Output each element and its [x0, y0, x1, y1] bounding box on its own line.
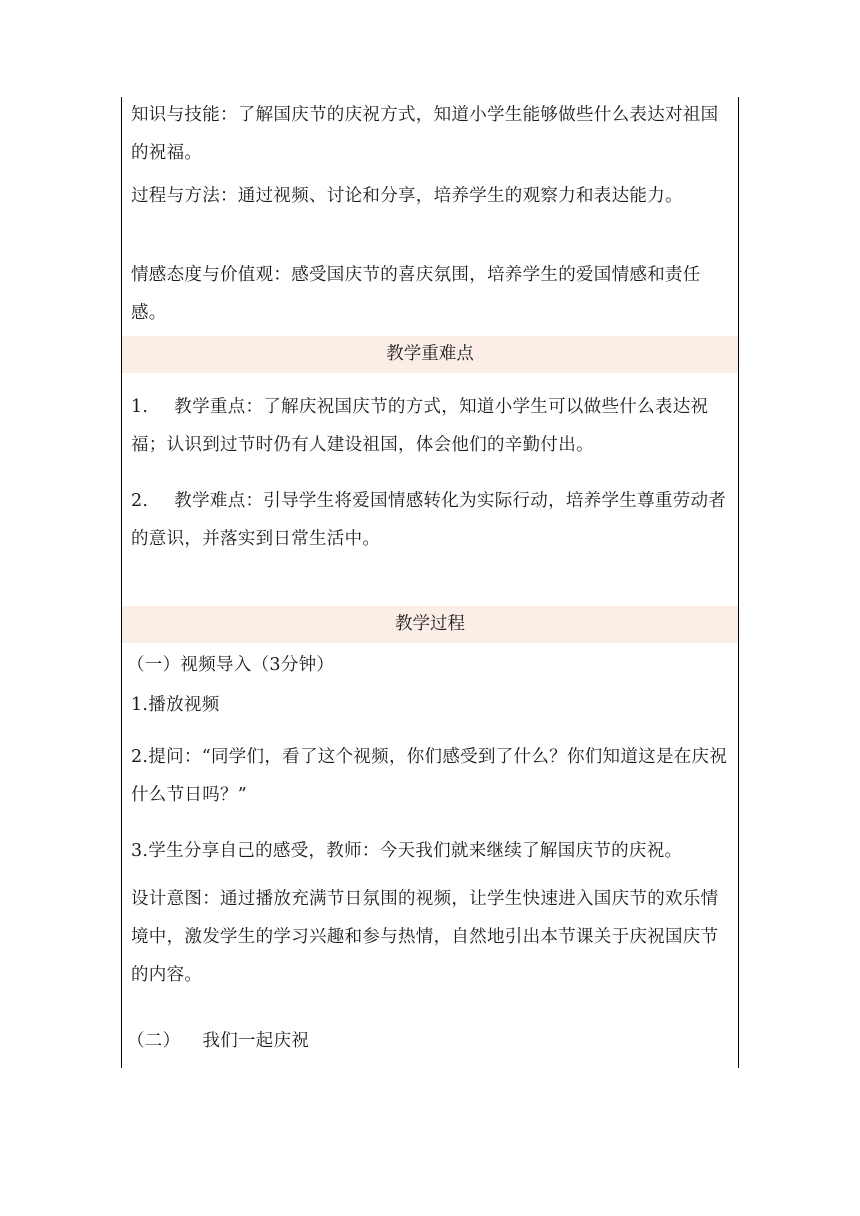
- step-3: 3.学生分享自己的感受，教师：今天我们就来继续了解国庆节的庆祝。: [131, 841, 683, 861]
- table-border-left: [121, 97, 122, 1068]
- key-point-1-number: 1.: [131, 397, 149, 417]
- part2-number: （二）: [127, 1031, 181, 1051]
- objective-process: 过程与方法：通过视频、讨论和分享，培养学生的观察力和表达能力。: [131, 186, 683, 206]
- key-point-1: [131, 388, 731, 464]
- objective-emotion: 情感态度与价值观：感受国庆节的喜庆氛围，培养学生的爱国情感和责任感。: [131, 265, 701, 323]
- step-1: 1.播放视频: [131, 695, 220, 715]
- step-2: 2.提问：“同学们，看了这个视频，你们感受到了什么？你们知道这是在庆祝什么节日吗？”: [131, 747, 728, 805]
- table-border-right: [738, 97, 739, 1068]
- design-intent: 设计意图：通过播放充满节日氛围的视频，让学生快速进入国庆节的欢乐情境中，激发学生的学习兴趣和参与热情，自然地引出本节课关于庆祝国庆节的内容。: [131, 889, 719, 985]
- teaching-process-header: 教学过程: [122, 606, 738, 643]
- part2-title: [127, 1022, 727, 1060]
- key-points-header: 教学重难点: [122, 336, 738, 373]
- part2-text: 我们一起庆祝: [202, 1031, 310, 1051]
- part1-title: （一）视频导入（3分钟）: [127, 655, 335, 675]
- key-point-2: [131, 482, 731, 558]
- objective-knowledge: 知识与技能：了解国庆节的庆祝方式，知道小学生能够做些什么表达对祖国的祝福。: [131, 105, 719, 163]
- key-point-1-text: 教学重点：了解庆祝国庆节的方式，知道小学生可以做些什么表达祝福；认识到过节时仍有人建设祖国，体会他们的辛勤付出。: [131, 397, 709, 455]
- key-point-2-number: 2.: [131, 491, 149, 511]
- key-point-2-text: 教学难点：引导学生将爱国情感转化为实际行动，培养学生尊重劳动者的意识，并落实到日常生活中。: [131, 491, 727, 549]
